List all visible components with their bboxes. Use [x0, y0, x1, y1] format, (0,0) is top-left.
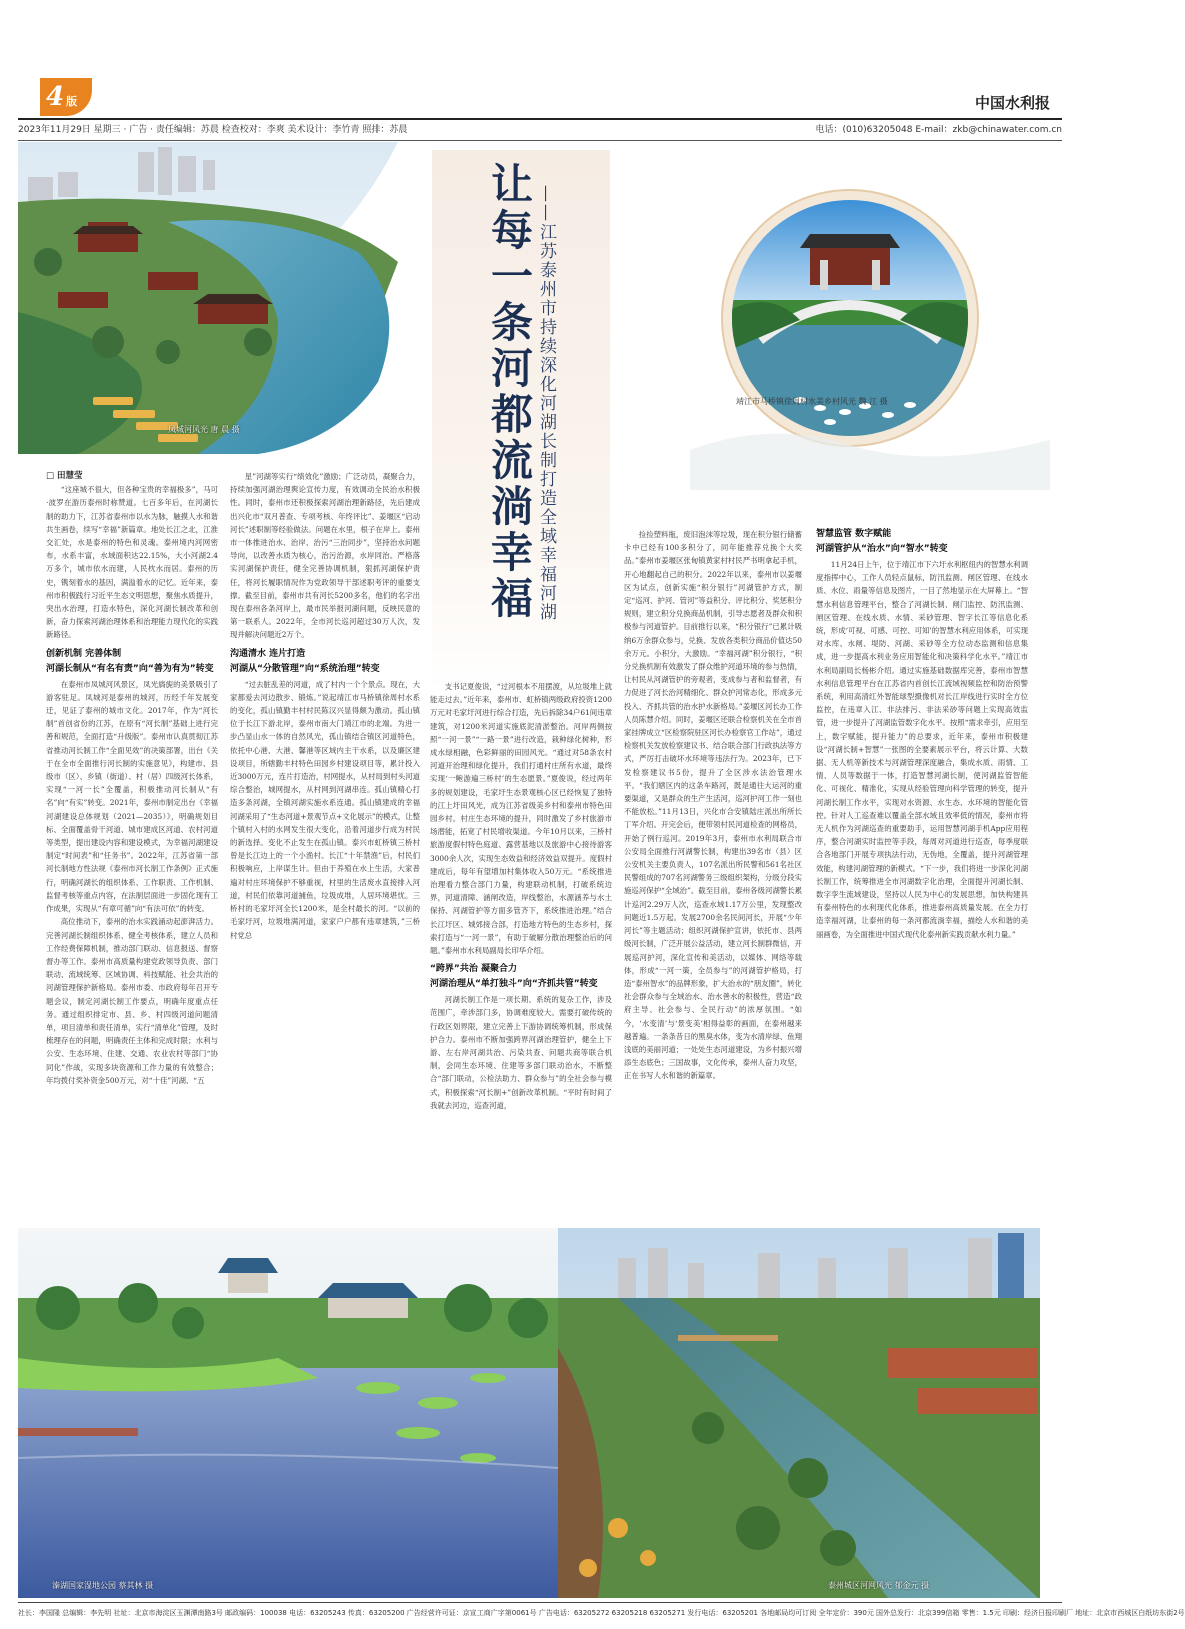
section-heading-4: 智慧监管 数字赋能 [816, 529, 892, 539]
section-subheading-4: 河湖管护从“治水”向“智水”转变 [816, 544, 948, 554]
section-heading-2: 沟通清水 连片打造 [230, 648, 306, 659]
photo-top-right-image [650, 150, 1060, 490]
photo-bottom-right-caption: 泰州城区河网风光 郁金元 摄 [828, 1581, 930, 1590]
footer-imprint: 社长：李国隆 总编辑：李先明 社址：北京市海淀区玉渊潭南路3号 邮政编码：100038 电话：63205243 传真：63205200 广告经营许可证：京宣工商广字第0061号 广告电话：63205272 63205218 63205271 发行电话：63205201 各地邮局均可订阅 全年定价：390元 国外总发行：北京399信箱 零售：1.5元 印刷：经济日报印刷厂 地址：北京市西城区白纸坊东街2号 [18, 1609, 1185, 1617]
masthead: 中国水利报 [974, 94, 1050, 112]
photo-bottom-left-caption: 溱湖国家湿地公园 蔡其林 摄 [52, 1581, 154, 1590]
article-column-5 [816, 528, 1028, 1215]
headline-subtitle: ——江苏泰州市持续深化河湖长制打造全域幸福河湖 [536, 185, 556, 622]
article-column-4 [624, 528, 802, 1215]
footer-rule [18, 1602, 1062, 1603]
article-column-2-body: “过去脏乱差的河道，成了村内一个个景点。现在，大家都爱去河边散步、锻炼。”说起靖江市马桥镇徐周村水系的变化，孤山镇勤丰村村民陈汉兴显得颇为激动。孤山镇位于长江下游北岸，泰州市南大门靖江市的北端。为进一步凸显山水一体的自然风光，孤山镇结合镇区河道特色，依托中心港、大港、馨港等区域内主干水系，以及廉区建设项目，所辖勤丰村特色田园乡村建设项目等，累计投入近3000万元，连片打造治，村网提水，从村局到村头河道综合整治，城网提水，从村网到河湖串连。孤山镇精心打造多条河湖，全镇河湖实施水系连通。孤山镇建成的幸福河湖采用了“生态河道+景观节点+文化展示”的模式，让整个镇村入村的水网发生很大变化，沿着河道步行成为村民的新选择。变化不止发生在孤山镇。泰兴市虹桥镇三桥村曾是长江边上的一个小渔村。长江“十年禁渔”后，村民们积极响应，上岸谋生计。但由于养殖在水上生活，大家普遍对村庄环境保护不够重视，村里的生活废水直接排入河道，村民们依靠河道捕鱼，垃圾成堆，人居环境堪忧。三桥村的毛家圩河全长1200米，是全村最长的河。“以前的毛家圩河，垃圾堆满河道，家家户户都有违章建筑，”三桥村党总 [230, 679, 420, 940]
article-column-2-text: 星”河湖等实行“绩效化”激励；广泛动员，凝聚合力，持续加强河湖治理舆论宣传力度，有效调动全民治水积极性。同时，泰州市还积极探索河湖治理新路径，先后建成出兴化市“双月普查、专项考核、年终评比”、姜堰区“启动河长”述职制等经验做法。问题在水里，根子在岸上。泰州市一体推进治水、治岸、治污“三治同步”，坚持治水问题导向，以改善水质为核心，治污治源，水岸同治。严格落实河湖保护责任，健全完善协调机制，狠抓河湖保护责任，将河长履职情况作为党政领导干部述职考评的重要支撑。截至目前，泰州市共有河长5200多名，他们的名字出现在泰州各条河岸上，最市民举报河湖问题，反映民意的第一联系人。2022年，全市河长巡河超过30万人次，发现并解决问题近2万个。 [230, 472, 420, 640]
article-column-2 [230, 470, 420, 1215]
photo-bottom-right [558, 1228, 1040, 1598]
section-heading-1: 创新机制 完善体制 [46, 648, 122, 659]
page-number-badge [40, 78, 92, 116]
article-column-1-body: 在泰州市凤城河风景区，凤光旖旎的美景吸引了游客驻足。凤城河是泰州的城河，历经千年发展变迁，见证了泰州的城市文化。2017年，作为“河长制”首创省份的江苏，在原有“河长制”基础上进行完善和规范，全面打造“升级版”。泰州市认真贯彻江苏省推动河长制工作“全面见效”的决策部署，出台《关于在全市全面推行河长制的实施意见》，构建市、县级市（区）、乡镇（街道）、村（居）四级河长体系，实现“一河一长”全覆盖，积极推动河长制从“有名”向“有实”转变。2021年，泰州市制定出台《幸福河湖建设总体规划（2021—2035）》，明确规划目标、全面覆盖骨干河道、城市建成区河道、农村河道等类型，提出建设内容和建设模式，为幸福河湖建设制定“时间表”和“任务书”。2022年，江苏省第一部河长制地方性法规《泰州市河长制工作条例》正式施行，明确河湖长的组织体系、工作职责、工作机制、监督考核等重点内容，在法制层面进一步固化现有工作成果，实现从“有章可循”向“有法可依”的转变。 [46, 679, 218, 914]
section-subheading-3: 河湖治理从“单打独斗”向“齐抓共管”转变 [430, 979, 598, 990]
photo-bottom-right-image [558, 1228, 1040, 1598]
headline-title: 让每一条河都流淌幸福 [485, 162, 534, 622]
page-suffix: 版 [66, 95, 78, 108]
section-subheading-2: 河湖从“分散管理”向“系统治理”转变 [230, 663, 380, 674]
photo-top-right-caption: 靖江市马桥镇徐周村水美乡村风光 魏 江 摄 [736, 397, 888, 406]
photo-top-left-caption: 凤城河风光 唐 晨 摄 [168, 425, 240, 434]
header-rule [18, 118, 1062, 120]
header-info-right: 电话：(010)63205048 E-mail：zkb@chinawater.com.cn [815, 125, 1062, 135]
photo-bottom-left [18, 1228, 558, 1598]
article-column-4-text: 捡捡塑料瓶，废旧泡沫等垃圾，现在积分银行储蓄卡中已经有100多积分了，同年能推荐兑换个大奖品。”泰州市姜堰区张甸镇黄家村村民严书明拿起手机，开心地翻起自己的积分。2022年以来，泰州市以姜堰区为试点，创新实施“积分银行”河湖管护方式，制定“巡河、护河、管河”等益积分、评比积分、奖惩积分规则，建立积分兑换商品机制，引导志愿者及群众和积极参与河道管护。目前推行以来，“积分银行”已累计吸纳6万余群众参与，兑换、发放各类积分商品价值达50余万元。小积分，大激励。“幸福河湖”积分银行，“积分兑换机制有效激发了群众维护河道环境的参与热情，让村民从河湖管护的旁观者，变成参与者和监督者，有力促进了河长治河精细化、群众护河常态化，形成多元投入、齐抓共管的治水护水新格局。”姜堰区河长办工作人员陈慧介绍。同时，姜堰区还联合检察机关在全市首家挂牌成立“区检察院驻区河长办检察官工作站”，通过检察机关发放检察建议书、结合联合部门行政执法等方式，严厉打击破坏水环境等违法行为。2023年，已下发检察建议书5份，提升了全区涉水法治管理水平。“我们辖区内的这条车路河，既是通往大运河的重要渠道，又是群众的生产生活河，巡河护河工作一刻也不能放松。”11月13日，兴化市合安镇陆庄派出所所长丁军介绍。开完会后，便带领村民河道检查的网格员，开始了例行巡河。2019年3月，泰州市水利局联合市公安局全面推行河湖警长制，构建出39名市（县）区公安机关主要负责人，107名派出所民警和561名社区民警组成的707名河湖警务三级组织架构，分级分段实施巡河保护“全域治”。截至目前，泰州各级河湖警长累计巡河2.29万人次，巡查水域1.17万公里，发现整改问题近1.5万起。发展2700余名民间河长，开展“少年河长”等主题活动；组织河湖保护宣讲，依托市、县两级河长制，广泛开展公益活动，建立河长制群微信，开展巡河护河，深化宣传和美活动，以媒体、网络等载体，形成“一河一策，全员参与”的河湖管护格局，打造“泰州智水”的品牌形象，扩大治水的“朋友圈”，转化社会群众参与全域治水、治水善水的积极性，营造“政府主导、社会参与、全民行动”的浓厚氛围。“如今，‘水变清’与‘景变美’相得益彰的画面，在泰州越来越普遍。一条条昔日的黑臭水体，变为水清岸绿、鱼翔浅底的美丽河道；一处处生态河道建设，为乡村振兴增添生态底色；三国故事，文化传承，泰州人奋力攻坚，正在书写人水和谐的新篇章。 [624, 530, 802, 1081]
section-heading-3: “跨界”共治 凝聚合力 [430, 964, 517, 975]
photo-top-left-image [18, 142, 430, 454]
header-info-bar [18, 121, 1062, 139]
header-info-left: 2023年11月29日 星期三 · 广告 · 责任编辑：苏晨 检查校对：李爽 美术设计：李竹青 照排：苏晨 [18, 125, 408, 135]
header-rule-bottom [18, 140, 1062, 141]
article-column-3-text: 支书记夏俊说，“过河根本不用摆渡，从垃圾堆上就能走过去。”近年来，泰州市、虹桥镇两级政府投资1200万元对毛家圩河进行综合打造，先后拆除34户61间违章建筑，对1200米河道实施底泥清淤整治。河岸两侧按照“一河一景”“一路一景”进行改造，栽种绿化树种，形成水绿相融，色彩鲜丽的田园风光。“通过对58条农村河道开治理和绿化提升，我们打通村庄所有水道，最终实现‘一鲍游遍三桥村’的生态愿景。”夏俊说，经过两年多的规划建设，毛家圩生态景观核心区已经恢复了独特的江上圩田风光，成为江苏省级美乡村和泰州市特色田园乡村。村庄生态环境的提升，同时激发了乡村旅游市场潜能，拓宽了村民增收渠道。今年10月以来，三桥村旅游度假村特色庭道、露营基地以及旅游中心接待游客3000余人次，实现生态效益和经济效益双提升。度假村建成后，每年有望增加村集体收入50万元。“系统推进治理看力整合部门力量，构建联动机制，打破系统边界，河道清障、涵闸改造，岸线整治，水源涵养与水土保持、河湖管护等方面多管齐下，系统推进治理。”结合长江圩区、城郊接合部，打造地方特色的生态乡村，探索打造与“一河一景”，有助于破解分散治理整治后的问题。”泰州市水利局副局长印华介绍。 [430, 682, 612, 956]
photo-top-left [18, 142, 430, 454]
photo-top-right [650, 150, 1060, 490]
article-column-5-text: 11月24日上午，位于靖江市下六圩水利枢纽内的智慧水利调度指挥中心，工作人员轻点鼠标，防汛监测、闸区管理、在线水质、水位、雨量等信息及图片，一目了然地显示在大屏幕上。“智慧水利信息管理平台，整合了河湖长制、闸门监控、防汛监测、闸区管理、在线水质、水情、采砂管理、智字长江等信息化系统，形成‘可视、可感、可控、可知’的智慧水利应用体系，可实现对水库、水闸、堤防、河湖、采砂等全方位动态监测和信息集成，进一步提高水利业务应用智能化和决策科学化水平。”靖江市水利局副局长杨彬介绍。通过实施基础数据库完善，泰州市智慧水利信息管理平台在江苏省内首创长江流域视频监控和防治预警系统，利用高清红外智能球型摄像机对长江岸线进行实时全方位监控，在违章入江、非法排污、非法采砂等问题上实现高效监管，进一步提升了河湖监管数字化水平。按照“需求牵引，应用至上，数字赋能，提升能力”的总要求，近年来，泰州市积极建设“河湖长制+智慧”一张图的全要素展示平台，将云计算、大数据、无人机等新技术与河湖管理深度融合，集成水质、雨情、工情、人员等数据于一体，打造智慧河湖长制，使河湖监管智能化、可视化、精准化，实现从经验管理向科学管理的转变，提升河湖长制工作水平，实现对水资源、水生态、水环境的智能化管控。针对人工巡查难以覆盖全部水域且效率低的情况，泰州市将无人机作为河湖巡查的重要助手，运用智慧河湖手机App应用程序，整合河湖实时监控等手段，每周对河道进行巡查，每季度联合各地部门开展专项执法行动，无伪地，全覆盖，提升河湖管理效能，构建河湖管理的新模式。“下一步，我们将进一步深化河湖长制工作，统筹推进全市河湖数字化治理，全面提升河湖长制、数字孪生流域建设，坚持以人民为中心的发展思想，加快构建具有泰州特色的水利现代化体系，推进泰州高质量发展。在全力打造幸福河湖，让泰州的每一条河都流淌幸福，描绘人水和谐的美丽画卷，为全面推进中国式现代化泰州新实践贡献水利力量。” [816, 560, 1028, 939]
article-author: □ 田慧莹 [46, 471, 83, 481]
article-column-3-body: 河湖长制工作是一项长期、系统的复杂工作，涉及范围广，牵涉部门多，协调难度较大。需要打破传统的行政区划界限，建立完善上下游协调统筹机制，形成保护合力。泰州市不断加强跨界河湖治理管护，健全上下游、左右岸河湖共治、污染共查、问题共商等联合机制，会同生态环境、住建等多部门联动治水，不断整合“部门联动，公检法助力、群众参与”的全社会参与模式，积极探索“河长制+”创新改革机制。“平时有时间了我就去河边，巡查河道， [430, 995, 612, 1110]
article-column-1 [46, 470, 218, 1215]
article-intro: “这座城不很大，但各种宝贵的幸福极多”，马可·波罗在游历泰州时称赞道。七百多年后，在河湖长制的助力下，江苏省泰州市以水为脉，触摸人水和谐共生画卷，续写“幸福”新篇章。地处长江之北，江淮交汇处，水是泰州的特色和灵魂。泰州境内河网密布，水系丰富，水域面积达22.15%，大小河湖2.4万多个，城市依水而建，人民枕水而居。泰州的历史，镌刻着水的基因，满溢着水的记忆。近年来，泰州市积极践行习近平生态文明思想，聚焦水质提升，突出水治理，打造水特色，深化河湖长制改革和创新，奋力探索河湖治理体系和治理能力现代化的实践新路径。 [46, 485, 218, 640]
article-column-1-end: 高位推动下，泰州的治水实践涌动起澎湃活力。完善河湖长制组织体系、健全考核体系，建立人员和工作经费保障机制，推动部门联动、信息报送、督察督办等工作。泰州市高质量构建党政领导负责、部门联动、流域统筹、区域协调、科技赋能、社会共治的河湖管理保护新格局。泰州市委、市政府每年召开专题会议，制定河湖长制工作要点，明确年度重点任务。通过组织排定市、县、乡、村四级河道问题清单，项目清单和责任清单，实行“清单化”管理，及时梳理存在的问题，明确责任主体和完成时限；水利与公安、生态环境、住建、交通、农业农村等部门“协同化”作战，实现多块资源和工作力量的有效整合；年均拨付奖补资金500万元，对“十佳”河湖、“五 [46, 917, 218, 1085]
page-number: 4 [46, 82, 65, 112]
photo-bottom-left-image [18, 1228, 558, 1598]
section-subheading-1: 河湖长制从“有名有责”向“善为有为”转变 [46, 663, 214, 674]
article-column-3 [430, 680, 612, 1215]
